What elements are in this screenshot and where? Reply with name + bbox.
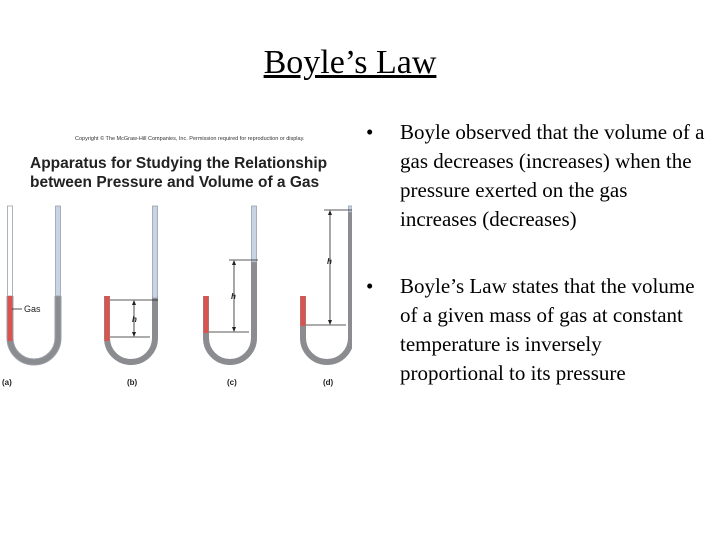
u-tube-c <box>204 206 259 362</box>
bullet-text: Boyle’s Law states that the volume of a given mass of gas at constant temperature is inversely proportional to its pressure <box>400 274 695 385</box>
bullet-list <box>366 118 706 388</box>
u-tube-b <box>105 206 159 362</box>
gas-column-a <box>8 296 13 341</box>
bullet-item <box>366 272 706 388</box>
figure-title-line-1: Apparatus for Studying the Relationship <box>30 155 328 172</box>
gas-column-d <box>301 296 306 326</box>
gas-column-c <box>204 296 209 333</box>
u-tube-a <box>8 206 61 362</box>
h-label-d: h <box>327 257 332 266</box>
figure-copyright: Copyright © The McGraw-Hill Companies, Inc. Permission required for reproduction or display. <box>75 136 305 142</box>
bullet-item <box>366 118 706 234</box>
apparatus-figure <box>0 128 352 398</box>
u-tube-diagram <box>0 128 352 398</box>
figure-title-line-2: between Pressure and Volume of a Gas <box>30 174 320 191</box>
bullet-marker: • <box>366 274 374 298</box>
bullet-marker: • <box>366 120 374 144</box>
panel-label-c: (c) <box>227 378 237 387</box>
h-label-b: h <box>132 315 137 324</box>
panel-label-a: (a) <box>2 378 12 387</box>
h-label-c: h <box>231 292 236 301</box>
slide-title: Boyle’s Law <box>263 44 437 81</box>
gas-column-b <box>105 296 110 341</box>
bullet-text: Boyle observed that the volume of a gas decreases (increases) when the pressure exerted on the gas increases (decreases) <box>400 120 705 231</box>
panel-label-d: (d) <box>323 378 334 387</box>
gas-label: Gas <box>24 304 41 314</box>
u-tube-d <box>301 206 353 362</box>
panel-label-b: (b) <box>127 378 138 387</box>
